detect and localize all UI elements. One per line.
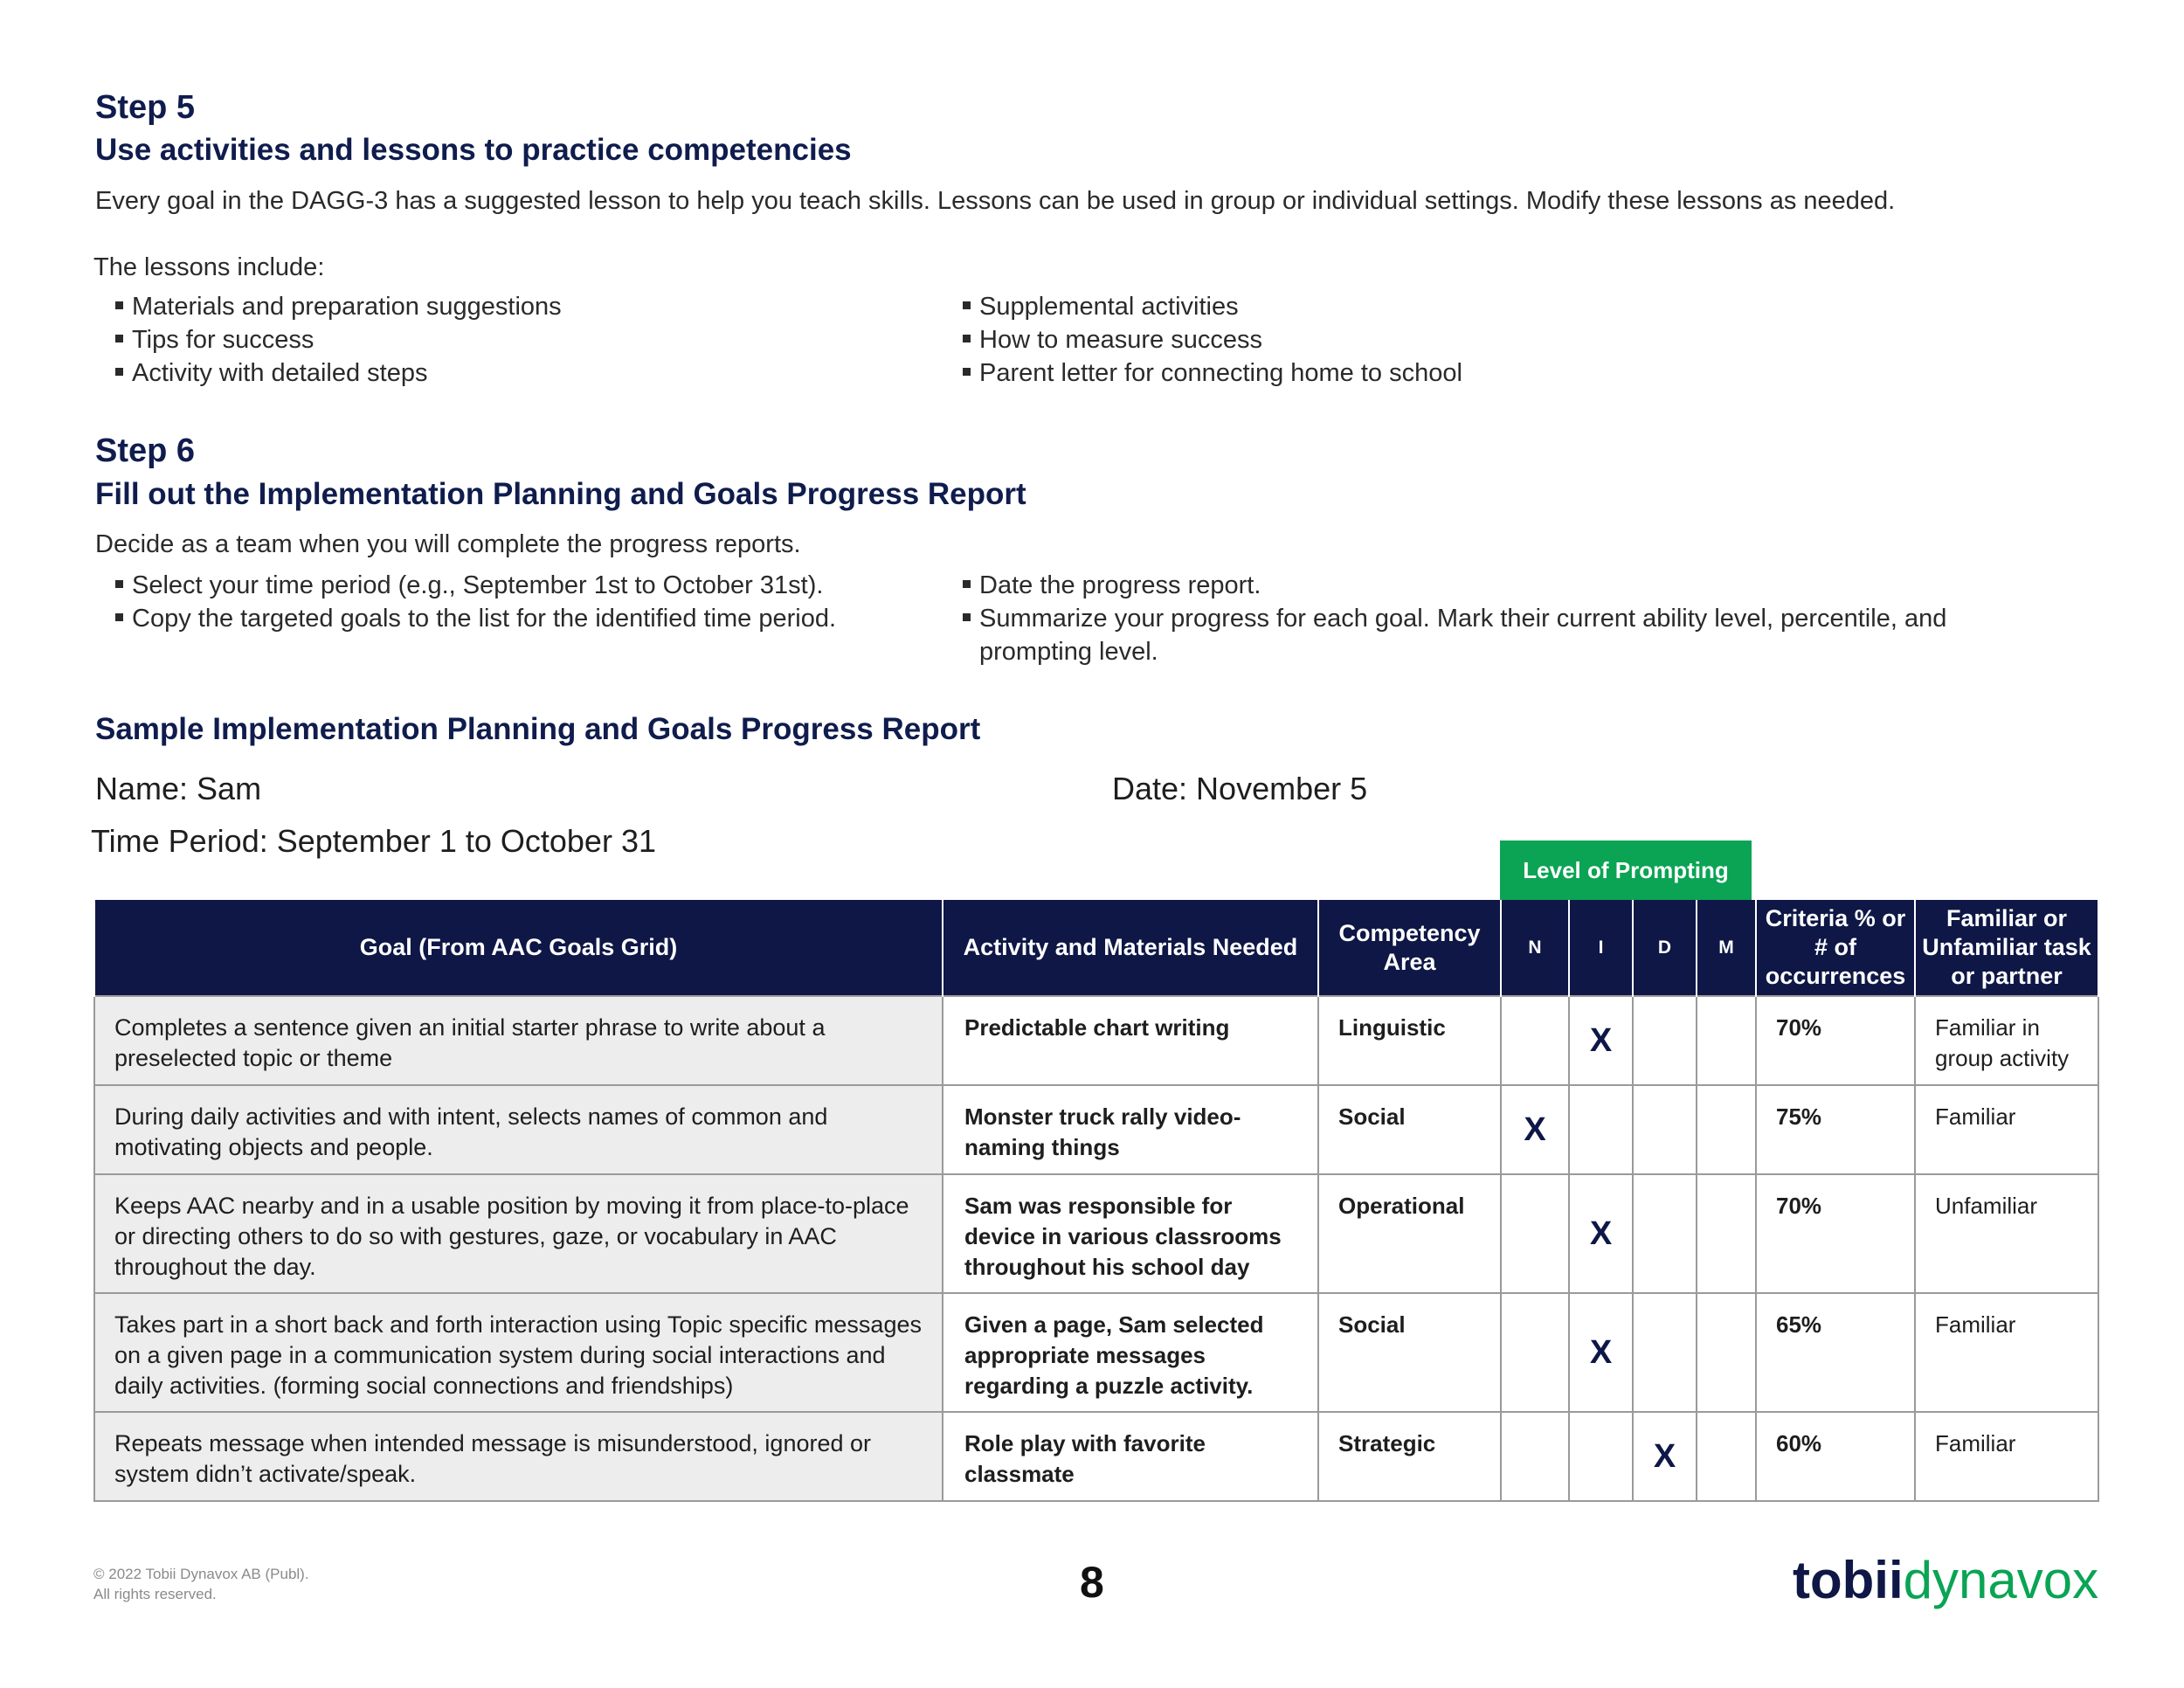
list-item: Select your time period (e.g., September 1st to October 31st). bbox=[115, 569, 836, 602]
prompt-i-cell bbox=[1569, 1085, 1633, 1174]
step5-title: Use activities and lessons to practice competencies bbox=[95, 133, 852, 167]
list-item: Date the progress report. bbox=[963, 569, 1946, 602]
activity-cell: Monster truck rally video-naming things bbox=[943, 1085, 1318, 1174]
tobii-dynavox-logo bbox=[1793, 1550, 2098, 1610]
goal-cell: Takes part in a short back and forth interaction using Topic specific messages on a given page in a communication system during social interactions and daily activities. (forming social connections and friendships) bbox=[94, 1293, 943, 1412]
prompt-d-cell: X bbox=[1633, 1412, 1697, 1501]
prompt-d-cell bbox=[1633, 1293, 1697, 1412]
list-item-continuation: prompting level. bbox=[979, 638, 1158, 666]
list-item: Materials and preparation suggestions bbox=[115, 290, 562, 323]
list-item: Parent letter for connecting home to school bbox=[963, 356, 1462, 390]
list-item: Summarize your progress for each goal. Mark their current ability level, percentile, and bbox=[963, 602, 1946, 635]
logo-part-tobii: tobii bbox=[1793, 1551, 1904, 1609]
criteria-cell: 70% bbox=[1756, 996, 1915, 1085]
prompt-m-cell bbox=[1697, 1412, 1756, 1501]
familiar-cell: Familiar bbox=[1915, 1293, 2098, 1412]
activity-cell: Sam was responsible for device in various classrooms throughout his school day bbox=[943, 1174, 1318, 1293]
time-period-field: Time Period: September 1 to October 31 bbox=[91, 823, 656, 859]
header-i: I bbox=[1569, 900, 1633, 996]
competency-cell: Operational bbox=[1318, 1174, 1501, 1293]
activity-cell: Given a page, Sam selected appropriate messages regarding a puzzle activity. bbox=[943, 1293, 1318, 1412]
competency-cell: Social bbox=[1318, 1293, 1501, 1412]
goal-cell: During daily activities and with intent, selects names of common and motivating objects and people. bbox=[94, 1085, 943, 1174]
prompt-m-cell bbox=[1697, 1085, 1756, 1174]
activity-cell: Predictable chart writing bbox=[943, 996, 1318, 1085]
table-row bbox=[94, 1174, 2098, 1293]
prompt-m-cell bbox=[1697, 1174, 1756, 1293]
familiar-cell: Unfamiliar bbox=[1915, 1174, 2098, 1293]
prompt-n-cell bbox=[1501, 1174, 1569, 1293]
table-row bbox=[94, 1412, 2098, 1501]
date-field: Date: November 5 bbox=[1112, 771, 1368, 806]
familiar-cell: Familiar bbox=[1915, 1412, 2098, 1501]
header-n: N bbox=[1501, 900, 1569, 996]
familiar-cell: Familiar bbox=[1915, 1085, 2098, 1174]
table-header-row bbox=[94, 900, 2098, 996]
list-item: Copy the targeted goals to the list for the identified time period. bbox=[115, 602, 836, 635]
step6-bullets-right bbox=[963, 569, 1946, 668]
table-row bbox=[94, 996, 2098, 1085]
competency-cell: Social bbox=[1318, 1085, 1501, 1174]
goal-cell: Keeps AAC nearby and in a usable position by moving it from place-to-place or directing others to do so with gestures, gaze, or vocabulary in AAC throughout the day. bbox=[94, 1174, 943, 1293]
step6-bullets-left bbox=[115, 569, 836, 635]
page-number: 8 bbox=[1080, 1558, 1104, 1607]
table-row bbox=[94, 1085, 2098, 1174]
list-item: How to measure success bbox=[963, 323, 1462, 356]
step5-label: Step 5 bbox=[95, 89, 196, 126]
header-m: M bbox=[1697, 900, 1756, 996]
prompt-i-cell: X bbox=[1569, 1174, 1633, 1293]
header-goal: Goal (From AAC Goals Grid) bbox=[94, 900, 943, 996]
competency-cell: Strategic bbox=[1318, 1412, 1501, 1501]
progress-report-table bbox=[93, 900, 2099, 1502]
sample-title: Sample Implementation Planning and Goals Progress Report bbox=[95, 712, 981, 746]
step5-bullets-right bbox=[963, 290, 1462, 390]
competency-cell: Linguistic bbox=[1318, 996, 1501, 1085]
prompt-m-cell bbox=[1697, 1293, 1756, 1412]
level-of-prompting-header: Level of Prompting bbox=[1500, 841, 1752, 900]
copyright bbox=[93, 1564, 309, 1604]
header-competency: Competency Area bbox=[1318, 900, 1501, 996]
criteria-cell: 60% bbox=[1756, 1412, 1915, 1501]
step6-label: Step 6 bbox=[95, 432, 196, 469]
list-item: Activity with detailed steps bbox=[115, 356, 562, 390]
table-row bbox=[94, 1293, 2098, 1412]
prompt-d-cell bbox=[1633, 1174, 1697, 1293]
prompt-i-cell bbox=[1569, 1412, 1633, 1501]
list-item: Tips for success bbox=[115, 323, 562, 356]
header-activity: Activity and Materials Needed bbox=[943, 900, 1318, 996]
header-criteria: Criteria % or # of occurrences bbox=[1756, 900, 1915, 996]
goal-cell: Repeats message when intended message is misunderstood, ignored or system didn’t activate/speak. bbox=[94, 1412, 943, 1501]
familiar-cell: Familiar in group activity bbox=[1915, 996, 2098, 1085]
activity-cell: Role play with favorite classmate bbox=[943, 1412, 1318, 1501]
prompt-n-cell bbox=[1501, 1293, 1569, 1412]
prompt-n-cell bbox=[1501, 1412, 1569, 1501]
criteria-cell: 65% bbox=[1756, 1293, 1915, 1412]
header-familiar: Familiar or Unfamiliar task or partner bbox=[1915, 900, 2098, 996]
step5-intro: Every goal in the DAGG-3 has a suggested lesson to help you teach skills. Lessons can be used in group or individual settings. Modify these lessons as needed. bbox=[95, 187, 1896, 215]
name-field: Name: Sam bbox=[95, 771, 262, 806]
copyright-line-2: All rights reserved. bbox=[93, 1586, 217, 1602]
goal-cell: Completes a sentence given an initial starter phrase to write about a preselected topic or theme bbox=[94, 996, 943, 1085]
step6-title: Fill out the Implementation Planning and Goals Progress Report bbox=[95, 477, 1026, 511]
header-d: D bbox=[1633, 900, 1697, 996]
criteria-cell: 75% bbox=[1756, 1085, 1915, 1174]
prompt-i-cell: X bbox=[1569, 996, 1633, 1085]
prompt-m-cell bbox=[1697, 996, 1756, 1085]
prompt-n-cell: X bbox=[1501, 1085, 1569, 1174]
prompt-n-cell bbox=[1501, 996, 1569, 1085]
step5-lessons-intro: The lessons include: bbox=[93, 253, 325, 281]
prompt-d-cell bbox=[1633, 1085, 1697, 1174]
step6-intro: Decide as a team when you will complete the progress reports. bbox=[95, 530, 801, 558]
prompt-i-cell: X bbox=[1569, 1293, 1633, 1412]
copyright-line-1: © 2022 Tobii Dynavox AB (Publ). bbox=[93, 1566, 309, 1582]
prompt-d-cell bbox=[1633, 996, 1697, 1085]
list-item: Supplemental activities bbox=[963, 290, 1462, 323]
logo-part-dynavox: dynavox bbox=[1903, 1551, 2099, 1609]
step5-bullets-left bbox=[115, 290, 562, 390]
criteria-cell: 70% bbox=[1756, 1174, 1915, 1293]
